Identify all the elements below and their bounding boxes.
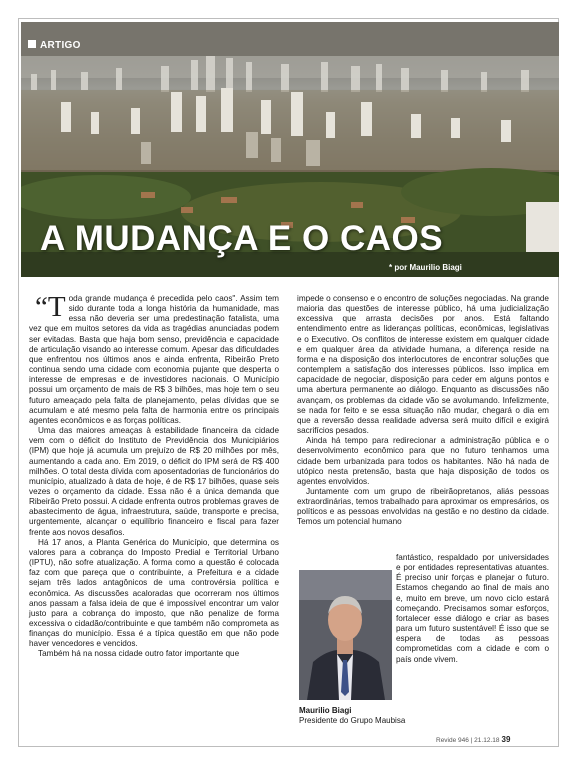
paragraph-1 xyxy=(29,291,279,426)
page-number: 39 xyxy=(501,735,511,744)
square-bullet-icon xyxy=(28,40,36,48)
article-column-1 xyxy=(29,291,279,660)
section-label xyxy=(28,40,81,51)
section-label-text: ARTIGO xyxy=(40,40,81,51)
paragraph-6: Ainda há tempo para redirecionar a administração pública e o desenvolvimento econômico para que no futuro tenhamos uma cidade bem urbanizada para todos os habitantes. Não há nada de utópico nesta pretensão, basta que haja disposição de todos os agentes envolvidos. xyxy=(297,436,549,486)
paragraph-7-continuation: fantástico, respaldado por universidades e por entidades representativas atuantes. É preciso unir forças e planejar o futuro. Estamos chegando ao final de mais ano e, muito em breve, um novo ciclo estará começando. Precisamos somar esforços, fortalecer esse diálogo e criar as bases para um futuro sustentável! É isso que se espera de todas as pessoas comprometidas com a cidade e com o país onde vivem. xyxy=(396,553,549,664)
portrait-caption-name: Maurilio Biagi xyxy=(299,706,352,715)
paragraph-7: Juntamente com um grupo de ribeirãopretanos, aliás pessoas extraordinárias, temos trabalhado para aproximar os empresários, os políticos e as pessoas envolvidas na gestão e no destino da cidade. Temos um potencial humano xyxy=(297,486,549,527)
page-footer xyxy=(436,735,510,744)
paragraph-1-text: oda grande mudança é precedida pelo caos". Assim tem sido durante toda a longa história da humanidade, mas essa não deveria ser uma predestinação fatalista, uma vez que em muitos setores da vida as tragédias anunciadas podem ser evitadas. Basta que haja bom senso, previdência e capacidade de articulação visando ao interesse comum. Apesar das dificuldades que enfrentou nos últimos anos e ainda enfrenta, Ribeirão Preto continua sendo uma cidade com economia pujante que desperta o interesse de empresas e de investidores nacionais. O Município possui um orçamento de mais de R$ 3 bilhões, mas hoje tem o seu futuro ameaçado pela falta de planejamento, pelas dívidas que se acumulam e até mesmo pela falta de harmonia entre os principais agentes econômicos e as forças políticas. xyxy=(29,294,279,425)
paragraph-5: impede o consenso e o encontro de soluções negociadas. Na grande maioria das questões de interesse público, há uma judicialização excessiva que arrasta decisões por anos. Está faltando entendimento entre as lideranças políticas, econômicas, legislativas e o Executivo. Os conflitos de interesse existem em qualquer cidade e em qualquer área da atividade humana, a diferença reside na forma e na disposição dos interlocutores de encontrar soluções que contemplem a satisfação dos interesses públicos. Isso implica em capacidade de negociar, disposição para ceder em alguns pontos e uma abertura permanente ao diálogo. Enquanto as discussões não avançam, os problemas da cidade vão se avolumando. Infelizmente, se nada for feito e se essa situação não mudar, chegará o dia em que a reversão dessa realidade adversa será muito difícil e exigirá sacrifícios pesados. xyxy=(297,294,549,436)
portrait-graphic xyxy=(299,570,392,700)
article-author: * por Maurilio Biagi xyxy=(389,263,462,272)
paragraph-2: Uma das maiores ameaças à estabilidade financeira da cidade vem com o déficit do Instituto de Previdência dos Municipiários (IPM) que hoje já acumula um prejuízo de R$ 20 milhões por mês, aumentando a cada ano. Em 2019, o déficit do IPM será de R$ 400 milhões. O total desta dívida com aposentadorias de funcionários do município, atualizado à data de hoje, é de R$ 17 bilhões, quase seis vezes o orçamento da cidade. Essa não é a única demanda que Ribeirão Preto possui. A cidade enfrenta outros problemas graves de abastecimento de água, infraestrutura, saúde, transporte e precisa, urgentemente, alcançar o equilíbrio financeiro e fiscal para fazer frente aos novos desafios. xyxy=(29,426,279,537)
footer-issue: Revide 946 | 21.12.18 xyxy=(436,737,500,744)
drop-cap: “T xyxy=(35,291,66,323)
author-portrait xyxy=(299,570,392,700)
article-column-2 xyxy=(297,294,549,528)
article-headline: A MUDANÇA E O CAOS xyxy=(40,219,444,258)
paragraph-4: Também há na nossa cidade outro fator importante que xyxy=(38,649,240,659)
paragraph-3: Há 17 anos, a Planta Genérica do Município, que determina os valores para a cobrança do Imposto Predial e Territorial Urbano (IPTU), não sofre atualização. A forma como a questão é colocada faz com que pareça que o contribuinte, a Prefeitura e a cidade sejam três lados antagônicos de uma controvérsia política e econômica. As discussões acaloradas que ocorreram nos últimos anos passam a falsa ideia de que é impossível encontrar um valor justo para a cobrança do imposto, que não penalize de forma excessiva o cidadão/contribuinte e que também não comprometa as finanças do município. Essa é a típica questão em que não pode haver vencedores e vencidos. xyxy=(29,537,279,649)
portrait-caption-role: Presidente do Grupo Maubisa xyxy=(299,716,406,725)
